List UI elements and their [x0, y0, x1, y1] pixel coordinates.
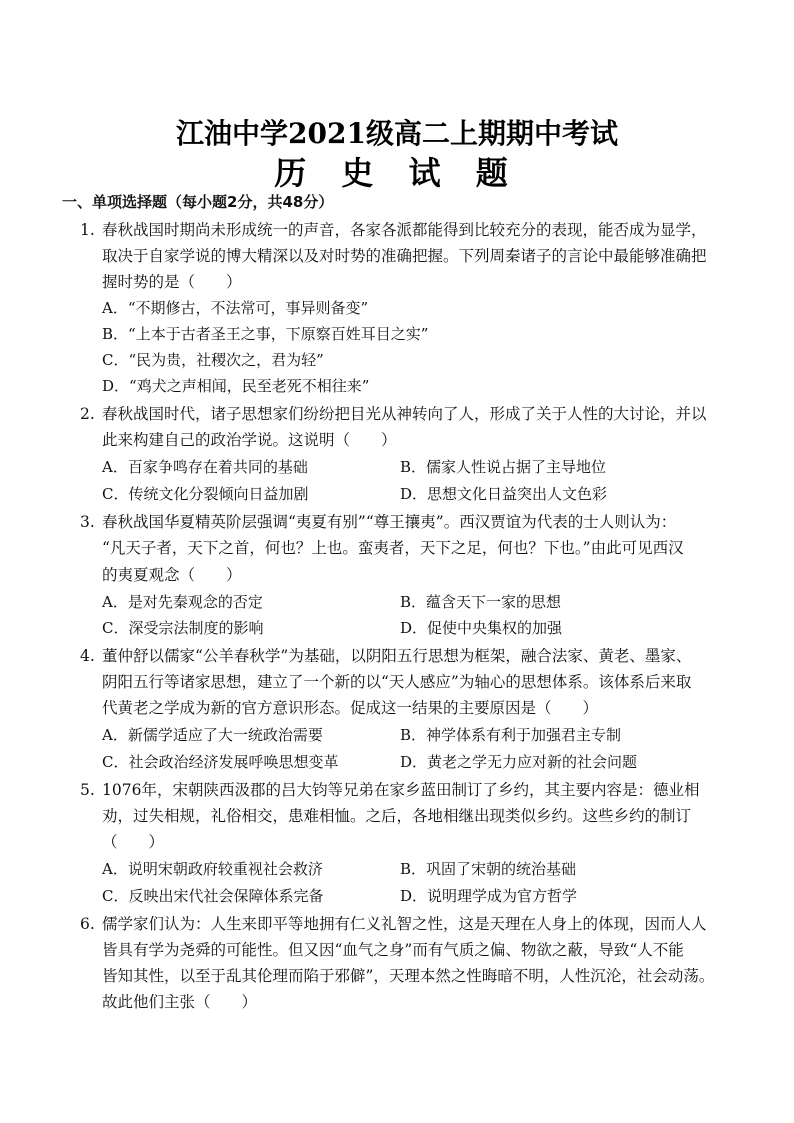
section-heading: 一、单项选择题（每小题2分，共48分）	[62, 193, 334, 211]
question-5-option-d: D．说明理学成为官方哲学	[400, 887, 578, 905]
question-2-option-d: D．思想文化日益突出人文色彩	[400, 485, 608, 503]
question-5-line-3: （ ）	[102, 833, 165, 851]
question-3-option-a: A．是对先秦观念的否定	[102, 593, 263, 611]
exam-title: 江油中学2021级高二上期期中考试	[176, 117, 618, 150]
question-6-number: 6.	[80, 915, 95, 933]
question-3-line-1: 春秋战国华夏精英阶层强调“夷夏有别”“尊王攘夷”。西汉贾谊为代表的士人则认为：	[102, 513, 677, 531]
question-6-line-1: 儒学家们认为：人生来即平等地拥有仁义礼智之性，这是天理在人身上的体现，因而人人	[102, 915, 707, 933]
question-4-number: 4.	[80, 647, 95, 665]
question-3-line-2: “凡天子者，天下之首，何也？上也。蛮夷者，天下之足，何也？下也。”由此可见西汉	[102, 539, 684, 557]
question-4-line-3: 代黄老之学成为新的官方意识形态。促成这一结果的主要原因是（ ）	[102, 699, 599, 717]
question-2-option-c: C．传统文化分裂倾向日益加剧	[102, 485, 309, 503]
question-1-line-2: 取决于自家学说的博大精深以及对时势的准确把握。下列周秦诸子的言论中最能够准确把	[102, 247, 707, 265]
question-3-option-c: C．深受宗法制度的影响	[102, 619, 264, 637]
question-5-option-b: B．巩固了宋朝的统治基础	[400, 860, 577, 878]
question-5-line-2: 劝，过失相规，礼俗相交，患难相恤。之后，各地相继出现类似乡约。这些乡约的制订	[102, 807, 692, 825]
question-4-option-d: D．黄老之学无力应对新的社会问题	[400, 753, 638, 771]
question-5-option-a: A．说明宋朝政府较重视社会救济	[102, 860, 323, 878]
question-2-line-1: 春秋战国时代，诸子思想家们纷纷把目光从神转向了人，形成了关于人性的大讨论，并以	[102, 405, 707, 423]
question-6-line-4: 故此他们主张（ ）	[102, 993, 258, 1011]
question-5-option-c: C．反映出宋代社会保障体系完备	[102, 887, 324, 905]
question-1-option-d: D．“鸡犬之声相闻，民至老死不相往来”	[102, 377, 370, 395]
question-6-line-3: 皆知其性，以至于乱其伦理而陷于邪僻”，天理本然之性晦暗不明，人性沉沦，社会动荡。	[102, 967, 715, 985]
question-1-number: 1.	[80, 221, 95, 239]
exam-subtitle: 历 史 试 题	[274, 154, 520, 192]
question-1-option-c: C．“民为贵，社稷次之，君为轻”	[102, 351, 324, 369]
question-5-line-1: 1076年，宋朝陕西汲郡的吕大钧等兄弟在家乡蓝田制订了乡约，其主要内容是：德业相	[102, 781, 700, 799]
question-4-option-c: C．社会政治经济发展呼唤思想变革	[102, 753, 339, 771]
question-3-option-b: B．蕴含天下一家的思想	[400, 593, 562, 611]
question-4-line-1: 董仲舒以儒家“公羊春秋学”为基础，以阴阳五行思想为框架，融合法家、黄老、墨家、	[102, 647, 692, 665]
question-4-option-a: A．新儒学适应了大一统政治需要	[102, 726, 323, 744]
question-4-option-b: B．神学体系有利于加强君主专制	[400, 726, 622, 744]
question-3-line-3: 的夷夏观念（ ）	[102, 566, 242, 584]
question-2-option-b: B．儒家人性说占据了主导地位	[400, 458, 607, 476]
question-1-option-b: B．“上本于古者圣王之事，下原察百姓耳目之实”	[102, 325, 429, 343]
question-2-line-2: 此来构建自己的政治学说。这说明（ ）	[102, 431, 397, 449]
question-1-line-3: 握时势的是（ ）	[102, 273, 242, 291]
question-1-option-a: A．“不期修古，不法常可，事异则备变”	[102, 299, 369, 317]
question-2-number: 2.	[80, 405, 95, 423]
question-3-number: 3.	[80, 513, 95, 531]
question-5-number: 5.	[80, 781, 95, 799]
question-6-line-2: 皆具有学为尧舜的可能性。但又因“血气之身”而有气质之偏、物欲之蔽，导致“人不能	[102, 941, 684, 959]
question-3-option-d: D．促使中央集权的加强	[400, 619, 563, 637]
question-2-option-a: A．百家争鸣存在着共同的基础	[102, 458, 308, 476]
question-4-line-2: 阴阳五行等诸家思想，建立了一个新的以“天人感应”为轴心的思想体系。该体系后来取	[102, 673, 692, 691]
question-1-line-1: 春秋战国时期尚未形成统一的声音，各家各派都能得到比较充分的表现，能否成为显学，	[102, 221, 707, 239]
